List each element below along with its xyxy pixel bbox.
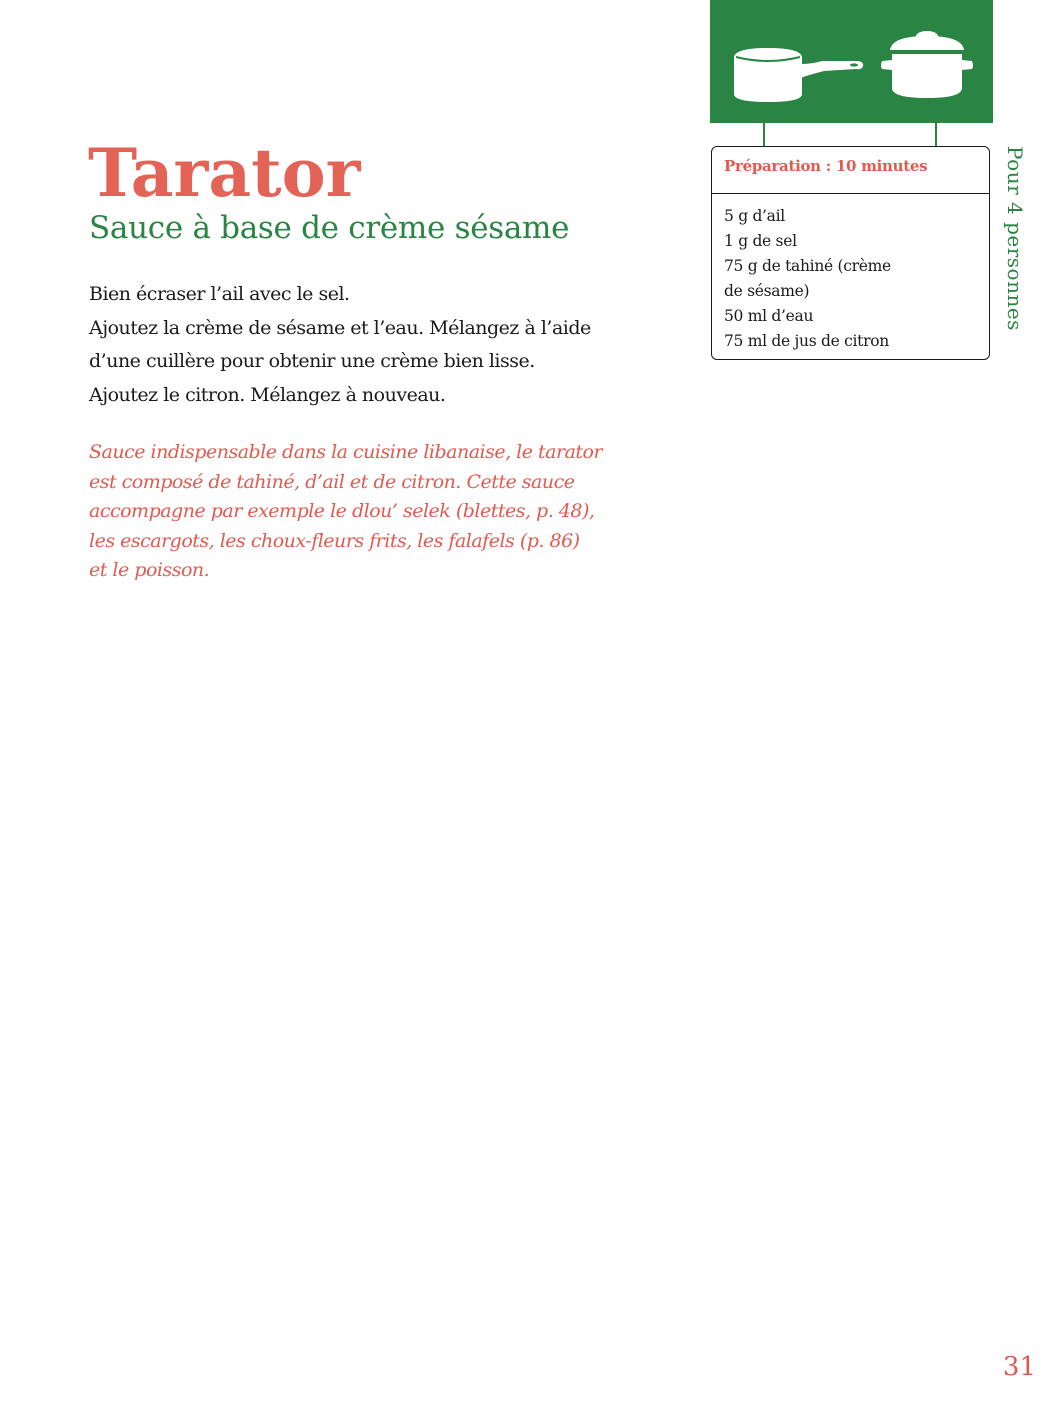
recipe-note [89,438,689,586]
note-line: les escargots, les choux-fleurs frits, les falafels (p. 86) [89,529,580,552]
info-divider [711,193,990,194]
step-line: Ajoutez la crème de sésame et l’eau. Mélangez à l’aide [89,316,591,339]
recipe-title: Tarator [88,134,361,212]
servings-label: Pour 4 personnes [1003,146,1027,331]
recipe-subtitle: Sauce à base de crème sésame [89,210,570,246]
step-line: Bien écraser l’ail avec le sel. [89,283,350,305]
step-line: Ajoutez le citron. Mélangez à nouveau. [89,383,446,406]
preparation-time: Préparation : 10 minutes [724,157,928,175]
ingredient-item: 75 ml de jus de citron [724,332,889,350]
note-line: et le poisson. [89,559,210,581]
recipe-steps [89,278,689,412]
ingredient-item: 50 ml d’eau [724,307,814,325]
recipe-info-box [711,146,990,360]
ingredient-item: 75 g de tahiné (crème [724,257,891,275]
ingredient-item: 5 g d’ail [724,207,785,225]
ingredients-list [724,204,891,354]
note-line: accompagne par exemple le dlou’ selek (blettes, p. 48), [89,500,595,522]
page-number: 31 [1002,1352,1036,1382]
ingredient-item: de sésame) [724,282,810,300]
note-line: Sauce indispensable dans la cuisine libanaise, le tarator [89,441,603,463]
equipment-panel [710,0,993,123]
ingredient-item: 1 g de sel [724,232,797,250]
step-line: d’une cuillère pour obtenir une crème bien lisse. [89,350,535,372]
saucepan-icon [732,44,867,104]
note-line: est composé de tahiné, d’ail et de citron. Cette sauce [89,470,575,493]
cooking-pot-icon [880,28,980,102]
